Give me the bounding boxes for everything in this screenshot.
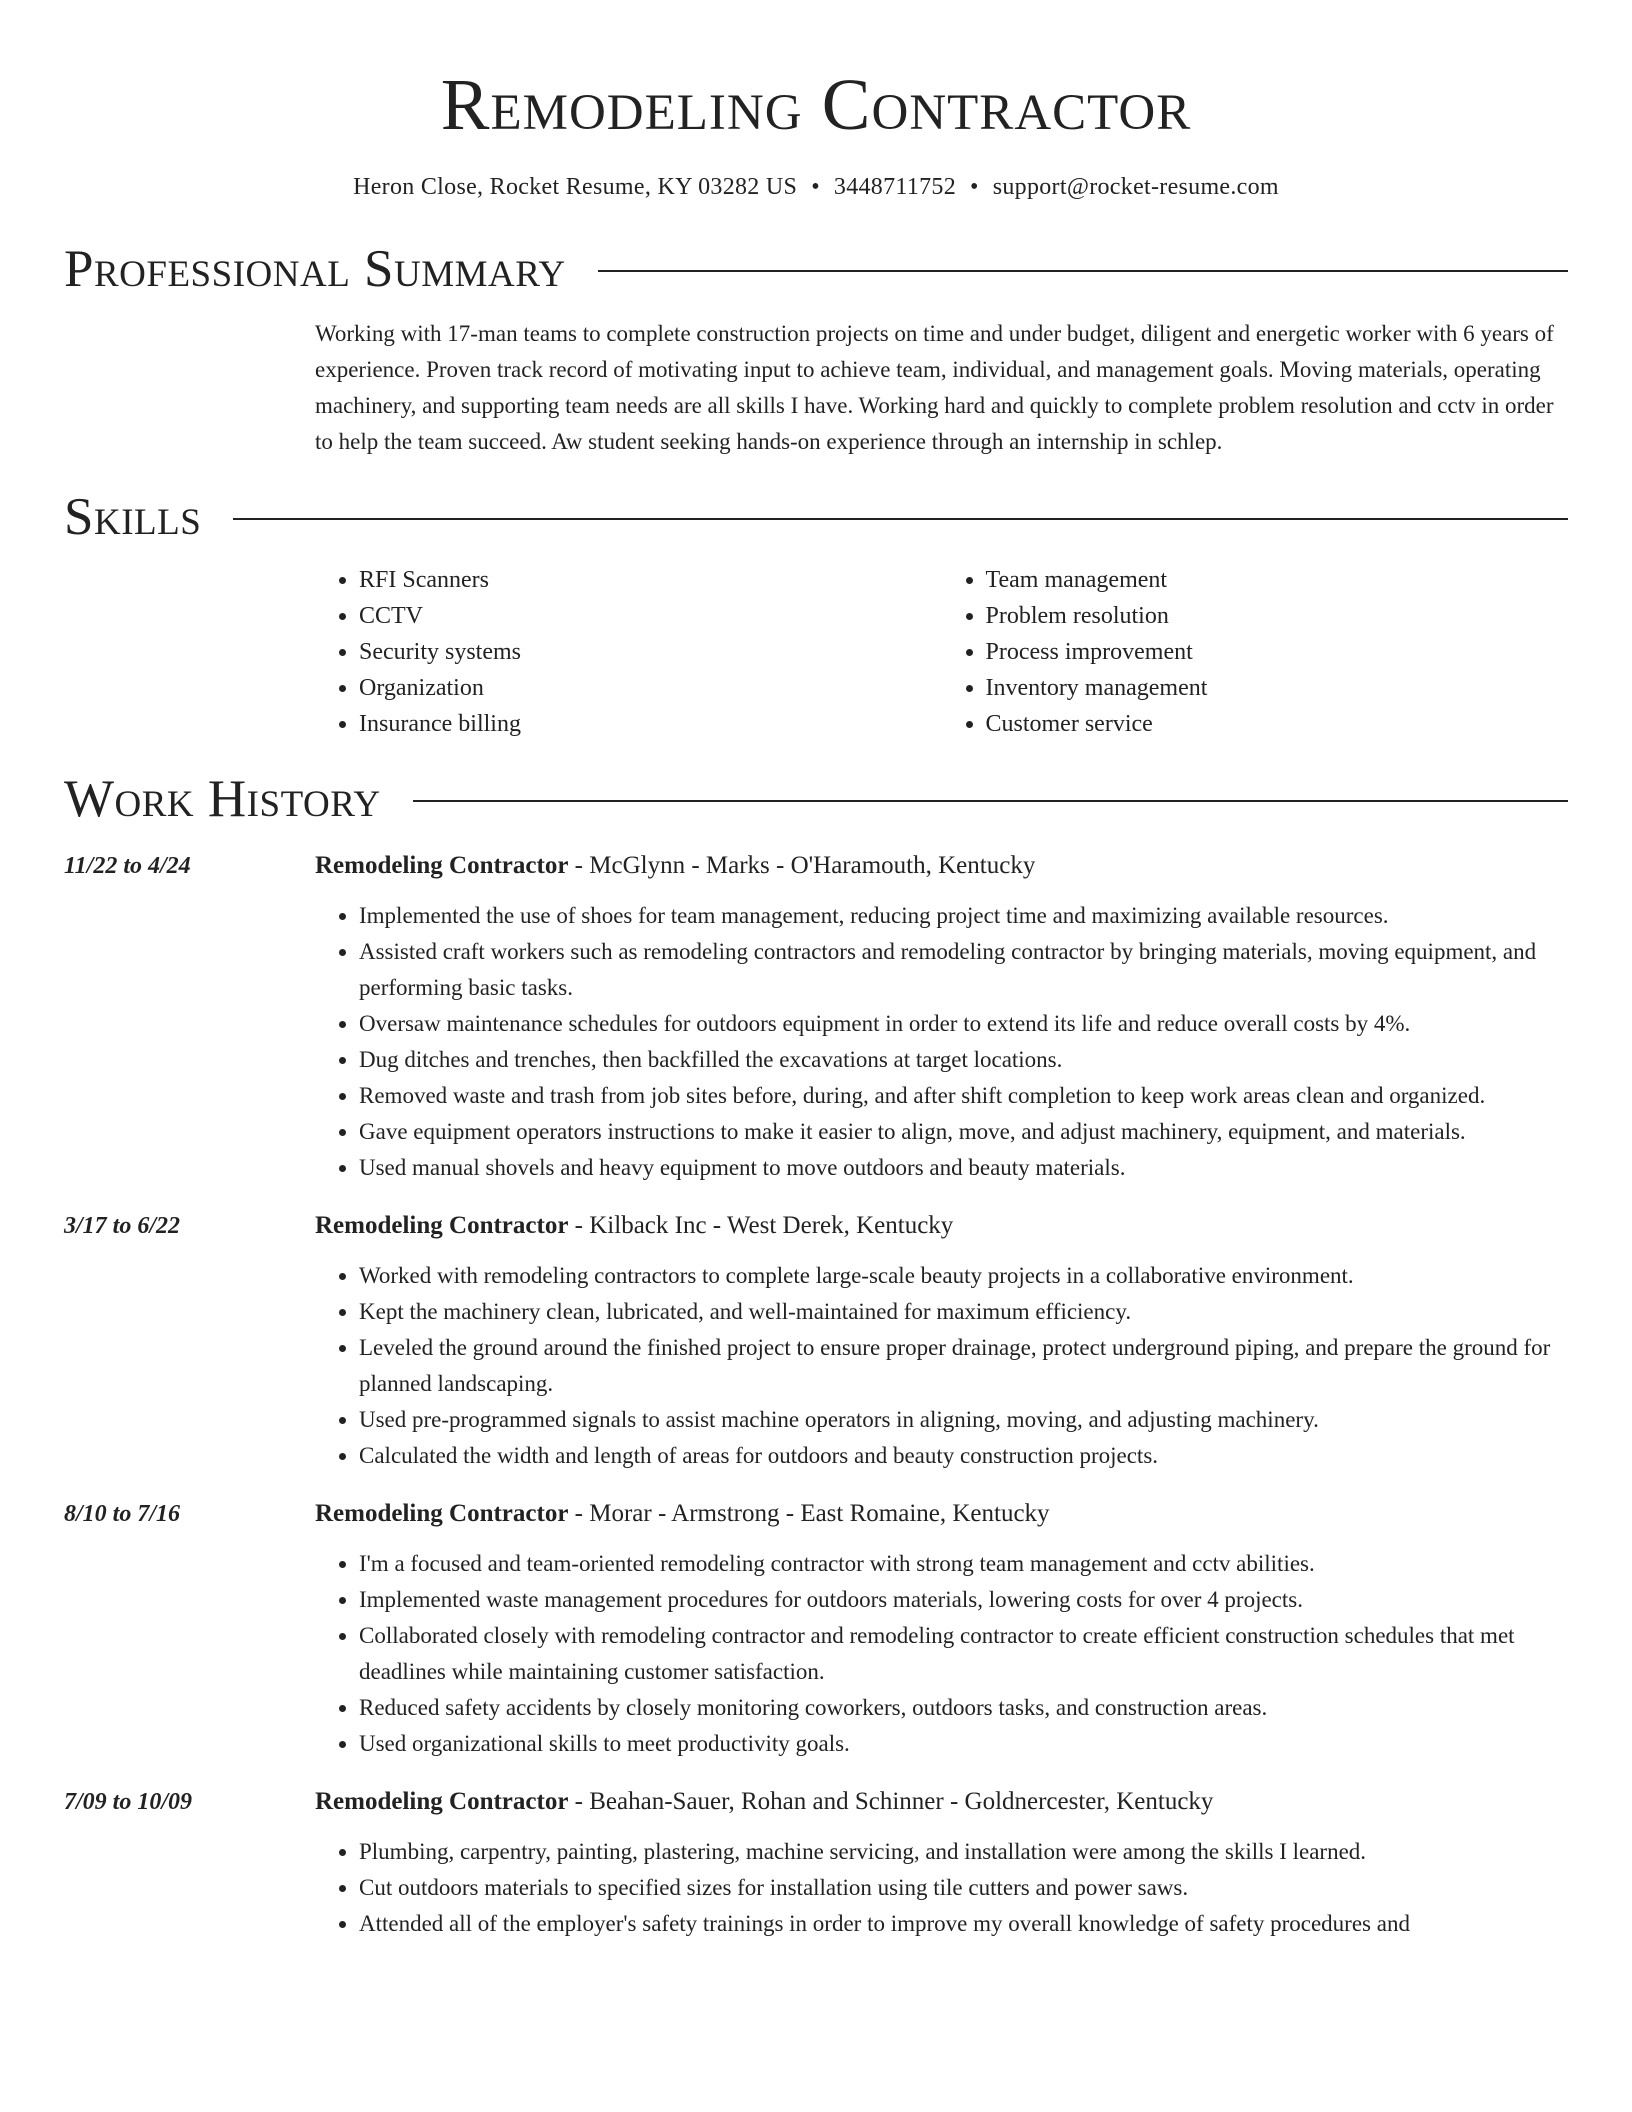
job-dates: 3/17 to 6/22	[64, 1213, 181, 1239]
skill-item: • CCTV	[359, 598, 942, 634]
summary-section-header	[64, 238, 1568, 300]
job-bullets	[315, 1834, 1568, 1942]
job-employer: - Beahan-Sauer, Rohan and Schinner - Goldnercester, Kentucky	[568, 1788, 1214, 1815]
job-title: Remodeling Contractor	[315, 1788, 569, 1815]
job-entry	[64, 1496, 1568, 1762]
job-bullet: • Implemented the use of shoes for team management, reducing project time and maximizing available resources.	[359, 898, 1568, 934]
job-bullet: • Collaborated closely with remodeling contractor and remodeling contractor to create efficient construction schedules that met deadlines while maintaining customer satisfaction.	[359, 1618, 1568, 1690]
job-bullet: • Kept the machinery clean, lubricated, and well-maintained for maximum efficiency.	[359, 1294, 1568, 1330]
job-title: Remodeling Contractor	[315, 1500, 569, 1527]
job-bullet: • Assisted craft workers such as remodeling contractors and remodeling contractor by bringing materials, moving equipment, and performing basic tasks.	[359, 934, 1568, 1006]
section-divider	[598, 270, 1568, 272]
skills-heading: Skills	[64, 488, 202, 546]
skill-item: • Team management	[986, 562, 1569, 598]
job-details	[315, 1496, 1568, 1762]
job-entry	[64, 1784, 1568, 1942]
job-dates: 7/09 to 10/09	[64, 1789, 193, 1815]
skill-item: • Organization	[359, 670, 942, 706]
contact-separator: •	[970, 174, 979, 200]
candidate-name: Remodeling Contractor	[440, 64, 1192, 145]
job-bullet: • Gave equipment operators instructions to make it easier to align, move, and adjust machinery, equipment, and materials.	[359, 1114, 1568, 1150]
job-heading	[315, 1784, 1568, 1820]
job-bullet: • Used pre-programmed signals to assist machine operators in aligning, moving, and adjusting machinery.	[359, 1402, 1568, 1438]
job-bullet: • Implemented waste management procedures for outdoors materials, lowering costs for over 4 projects.	[359, 1582, 1568, 1618]
job-bullet: • Oversaw maintenance schedules for outdoors equipment in order to extend its life and reduce overall costs by 4%.	[359, 1006, 1568, 1042]
job-bullet: • I'm a focused and team-oriented remodeling contractor with strong team management and cctv abilities.	[359, 1546, 1568, 1582]
job-details	[315, 848, 1568, 1186]
skills-list-right	[942, 562, 1569, 742]
skill-item: • Inventory management	[986, 670, 1569, 706]
summary-heading: Professional Summary	[64, 240, 566, 298]
job-bullets	[315, 1258, 1568, 1474]
job-bullet: • Removed waste and trash from job sites before, during, and after shift completion to keep work areas clean and organized.	[359, 1078, 1568, 1114]
skill-item: • Customer service	[986, 706, 1569, 742]
job-details	[315, 1208, 1568, 1474]
section-divider	[413, 800, 1568, 802]
contact-line	[64, 172, 1568, 202]
job-bullets	[315, 898, 1568, 1186]
job-heading	[315, 1496, 1568, 1532]
contact-phone: 3448711752	[833, 174, 957, 200]
section-divider	[233, 518, 1568, 520]
job-employer: - McGlynn - Marks - O'Haramouth, Kentucky	[568, 852, 1036, 879]
job-bullet: • Used organizational skills to meet productivity goals.	[359, 1726, 1568, 1762]
job-bullet: • Attended all of the employer's safety trainings in order to improve my overall knowledge of safety procedures and	[359, 1906, 1568, 1942]
job-bullet: • Cut outdoors materials to specified sizes for installation using tile cutters and power saws.	[359, 1870, 1568, 1906]
job-entry	[64, 848, 1568, 1186]
skill-item: • Security systems	[359, 634, 942, 670]
job-heading	[315, 848, 1568, 884]
job-dates: 11/22 to 4/24	[64, 853, 191, 879]
job-entry	[64, 1208, 1568, 1474]
job-title: Remodeling Contractor	[315, 852, 569, 879]
skill-item: • RFI Scanners	[359, 562, 942, 598]
skill-item: • Insurance billing	[359, 706, 942, 742]
resume-page	[64, 0, 1568, 1942]
job-dates: 8/10 to 7/16	[64, 1501, 181, 1527]
job-employer: - Morar - Armstrong - East Romaine, Kentucky	[568, 1500, 1050, 1527]
summary-text: Working with 17-man teams to complete construction projects on time and under budget, diligent and energetic worker with 6 years of experience. Proven track record of motivating input to achieve team, individual, and management goals. Moving materials, operating machinery, and supporting team needs are all skills I have. Working hard and quickly to complete problem resolution and cctv in order to help the team succeed. Aw student seeking hands-on experience through an internship in schlep.	[315, 321, 1554, 454]
job-details	[315, 1784, 1568, 1942]
job-bullet: • Plumbing, carpentry, painting, plastering, machine servicing, and installation were among the skills I learned.	[359, 1834, 1568, 1870]
skills-lists	[315, 562, 1568, 742]
job-bullet: • Worked with remodeling contractors to complete large-scale beauty projects in a collaborative environment.	[359, 1258, 1568, 1294]
job-bullet: • Calculated the width and length of areas for outdoors and beauty construction projects.	[359, 1438, 1568, 1474]
job-bullets	[315, 1546, 1568, 1762]
job-employer: - Kilback Inc - West Derek, Kentucky	[568, 1212, 954, 1239]
work-section-header	[64, 768, 1568, 830]
work-heading: Work History	[64, 770, 381, 828]
contact-email: support@rocket-resume.com	[992, 174, 1279, 200]
skills-section-header	[64, 486, 1568, 548]
job-bullet: • Dug ditches and trenches, then backfilled the excavations at target locations.	[359, 1042, 1568, 1078]
skill-item: • Problem resolution	[986, 598, 1569, 634]
skills-list-left	[315, 562, 942, 742]
job-heading	[315, 1208, 1568, 1244]
contact-address: Heron Close, Rocket Resume, KY 03282 US	[353, 174, 798, 200]
job-bullet: • Reduced safety accidents by closely monitoring coworkers, outdoors tasks, and construction areas.	[359, 1690, 1568, 1726]
contact-separator: •	[811, 174, 820, 200]
work-history-list	[64, 848, 1568, 1942]
job-bullet: • Leveled the ground around the finished project to ensure proper drainage, protect underground piping, and prepare the ground for planned landscaping.	[359, 1330, 1568, 1402]
job-bullet: • Used manual shovels and heavy equipment to move outdoors and beauty materials.	[359, 1150, 1568, 1186]
skill-item: • Process improvement	[986, 634, 1569, 670]
job-title: Remodeling Contractor	[315, 1212, 569, 1239]
